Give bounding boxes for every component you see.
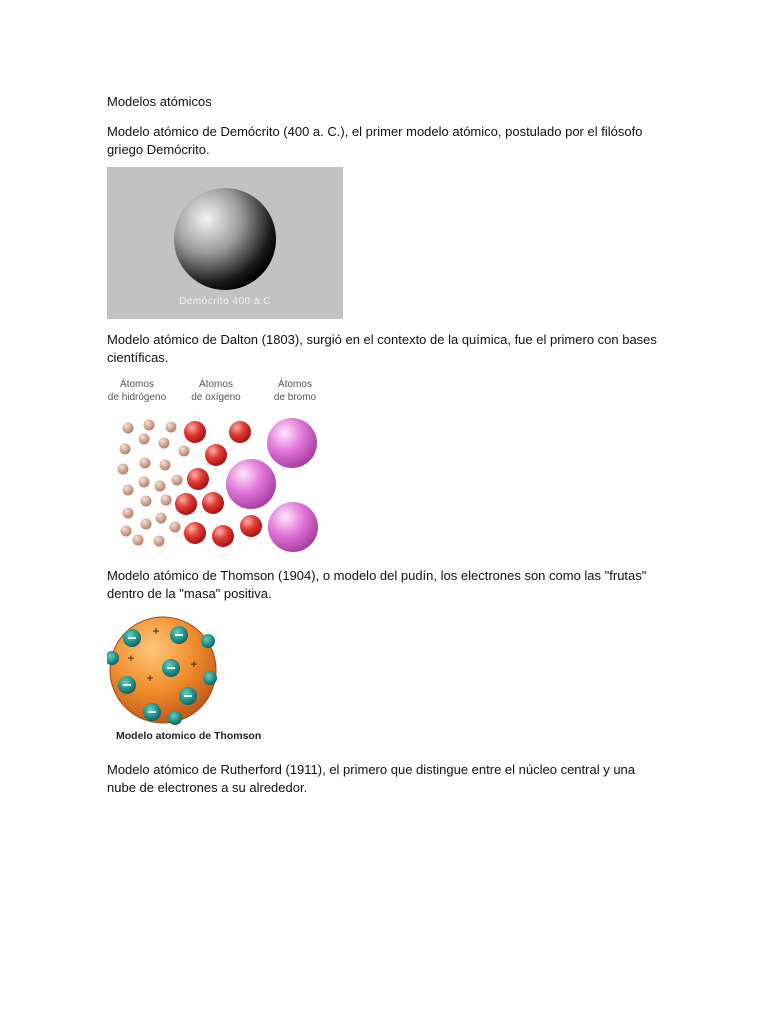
thomson-paragraph: Modelo atómico de Thomson (1904), o modelo del pudín, los electrones son como las "frutas" dentro de la "masa" positiva. bbox=[107, 568, 647, 601]
rutherford-paragraph: Modelo atómico de Rutherford (1911), el primero que distingue entre el núcleo central y una nube de electrones a su alrededor. bbox=[107, 762, 636, 795]
svg-text:+: + bbox=[190, 657, 198, 671]
democrito-paragraph: Modelo atómico de Demócrito (400 a. C.), el primer modelo atómico, postulado por el filósofo griego Demócrito. bbox=[107, 124, 643, 157]
democrito-caption: Demócrito 400 a.C bbox=[179, 296, 271, 307]
bromine-label-line2: de bromo bbox=[273, 392, 317, 403]
bromine-label-line1: Átomos bbox=[278, 379, 312, 390]
oxygen-label-line1: Átomos bbox=[199, 379, 233, 390]
dalton-paragraph: Modelo atómico de Dalton (1803), surgió en el contexto de la química, fue el primero con bases científicas. bbox=[107, 332, 657, 365]
oxygen-label-line2: de oxígeno bbox=[191, 392, 241, 403]
thomson-caption: Modelo atomico de Thomson bbox=[116, 730, 262, 742]
atom-sphere bbox=[174, 188, 276, 290]
document-title: Modelos atómicos bbox=[107, 94, 212, 109]
hydrogen-label-line1: Átomos bbox=[120, 379, 154, 390]
hydrogen-label-line2: de hidrógeno bbox=[107, 392, 167, 403]
svg-text:+: + bbox=[152, 624, 160, 638]
hydrogen-atoms bbox=[118, 420, 190, 547]
svg-text:+: + bbox=[127, 651, 135, 665]
dalton-figure bbox=[107, 373, 321, 555]
democrito-figure bbox=[107, 167, 343, 319]
thomson-figure bbox=[107, 610, 277, 750]
svg-text:+: + bbox=[146, 671, 154, 685]
